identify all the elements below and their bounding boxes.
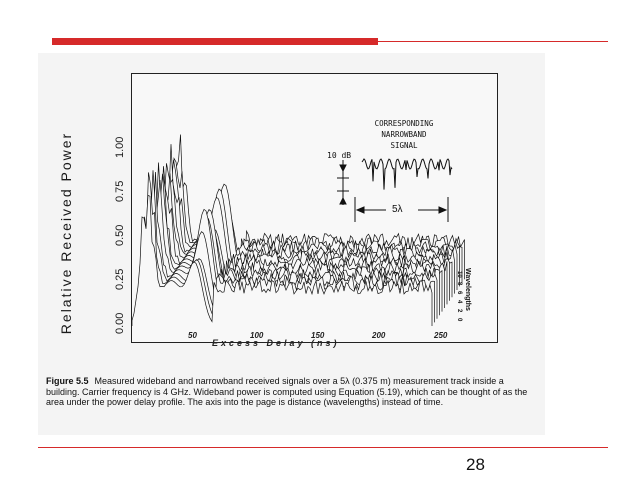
narrowband-signal-trace <box>362 159 452 190</box>
x-tick-label: 50 <box>188 331 197 340</box>
footer-line <box>38 447 608 448</box>
x-tick-label: 250 <box>434 331 448 340</box>
y-tick-label: 0.00 <box>114 312 126 334</box>
inset-title-line: NARROWBAND <box>381 130 427 139</box>
power-delay-profiles <box>132 135 465 327</box>
y-tick-label: 0.25 <box>114 268 126 290</box>
inset-title-line: SIGNAL <box>390 141 418 150</box>
db-scale-label: 10 dB <box>327 151 352 160</box>
caption-label: Figure 5.5 <box>46 376 89 386</box>
depth-tick-label: 4 <box>456 300 462 304</box>
x-tick-label: 100 <box>250 331 264 340</box>
x-axis-label: Excess Delay (ns) <box>212 338 340 348</box>
span-label: 5λ <box>392 204 403 215</box>
depth-tick-label: 0 <box>456 318 462 322</box>
depth-tick-label: 2 <box>456 309 462 313</box>
figure-caption <box>46 376 538 408</box>
y-axis-label: Relative Received Power <box>58 131 74 335</box>
inset-title <box>362 118 446 151</box>
depth-tick-label: 6 <box>456 291 462 295</box>
depth-tick-label: 10 <box>456 271 462 278</box>
page-number: 28 <box>466 455 485 474</box>
y-tick-label: 1.00 <box>114 136 126 158</box>
x-tick-label: 150 <box>311 331 325 340</box>
x-tick-label: 200 <box>372 331 386 340</box>
y-tick-label: 0.50 <box>114 224 126 246</box>
depth-axis-label: Wavelengths <box>464 268 471 311</box>
depth-tick-label: 8 <box>456 282 462 286</box>
inset-title-line: CORRESPONDING <box>374 119 434 128</box>
caption-text: Measured wideband and narrowband received signals over a 5λ (0.375 m) measurement track inside a building. Carrier frequency is 4 GHz. Wideband power is computed using Equation (5.19), which can be thought of as the area under the power delay profile. The axis into the page is distance (wavelengths) instead of time. <box>46 376 528 407</box>
y-tick-label: 0.75 <box>114 180 126 202</box>
